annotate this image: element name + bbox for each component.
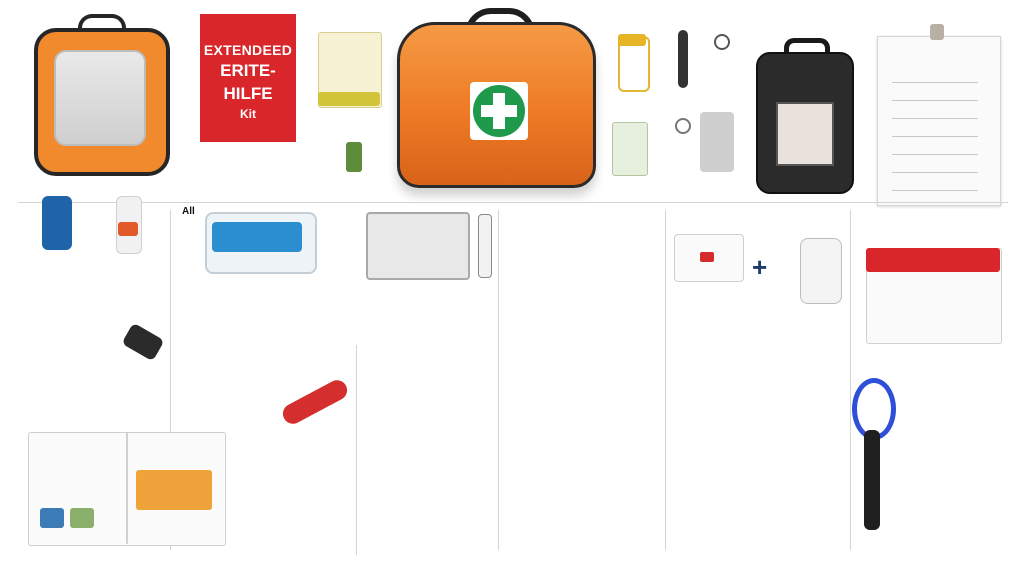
checklist-clipboard [877,36,1001,206]
manual-photo-3 [136,470,212,510]
small-bottle-image [346,142,362,172]
book-title-line1: EXTENDEED [203,42,293,58]
flashlight-image [478,214,492,278]
blue-bottle-image [42,196,72,250]
device-image [800,238,842,304]
organizer-tray-image [366,212,470,280]
all-label: All [182,206,195,217]
bandage-pack-stripe [212,222,302,252]
book-title-line3: HILFE [223,84,273,103]
round-tool-image [675,118,691,134]
magnifier-handle [864,430,880,530]
ring-tool-image [714,34,730,50]
bottle-cap [618,34,646,46]
tweezers-image [678,30,688,88]
red-mark [700,252,714,262]
green-packet-image [612,122,648,176]
book-title-line4: Kit [240,107,256,121]
clipboard-clip-icon [930,24,944,40]
extended-first-aid-book [200,14,296,142]
trauma-shears-image [700,112,734,172]
red-guide-header [866,248,1000,272]
manual-photo-2 [70,508,94,528]
plus-icon: + [752,252,768,282]
spray-label [118,222,138,236]
book-title-line2: ERITE- [220,61,276,80]
red-flashlight-image [279,377,350,428]
yellow-pamphlet-stripe [318,92,380,106]
manual-spine [126,432,128,544]
manual-photo-1 [40,508,64,528]
pill-vial-image [121,323,164,362]
